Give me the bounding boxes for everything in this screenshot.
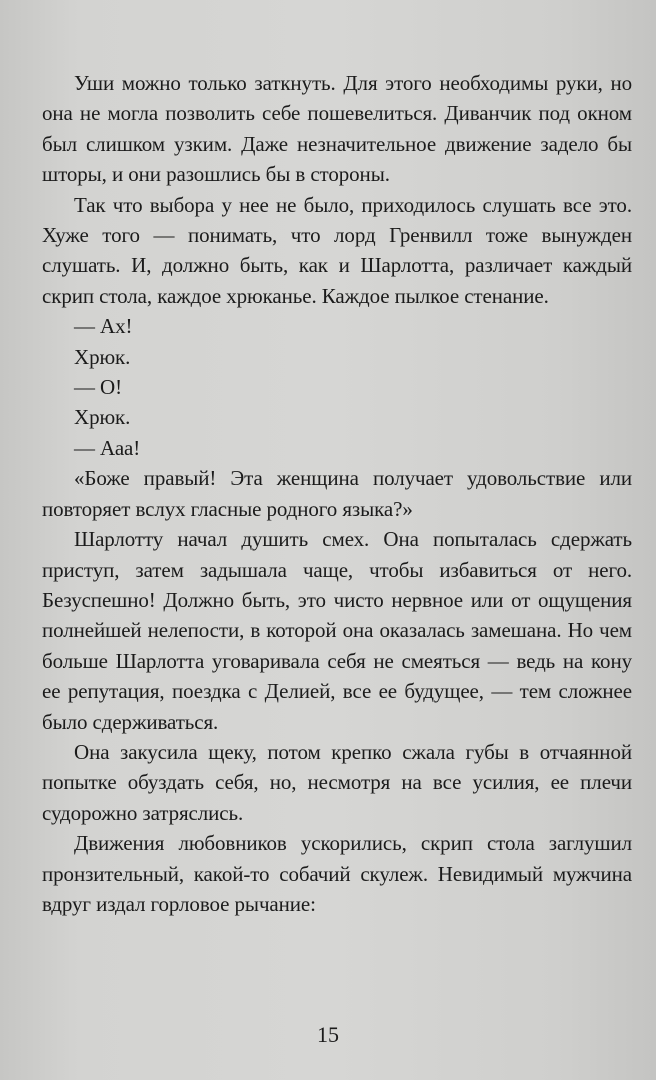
body-text — [42, 68, 632, 919]
paragraph: Так что выбора у нее не было, приходилось слушать все это. Хуже того — понимать, что лорд Гренвилл тоже вынужден слушать. И, должно быть, как и Шарлотта, различает каждый скрип стола, каждое хрюканье. Каждое пылкое стенание. — [42, 192, 632, 308]
paragraph: Движения любовников ускорились, скрип стола заглушил пронзительный, какой-то собачий скулеж. Невидимый мужчина вдруг издал горловое рычание: — [42, 831, 632, 916]
dialogue-line: Хрюк. — [74, 405, 131, 430]
dialogue-line: — Ааа! — [74, 435, 141, 460]
paragraph: «Боже правый! Эта женщина получает удовольствие или повторяет вслух гласные родного языка?» — [42, 466, 632, 521]
dialogue-line: — Ах! — [74, 314, 133, 339]
page-number: 15 — [317, 1022, 339, 1047]
dialogue-line: Хрюк. — [74, 344, 131, 369]
paragraph: Уши можно только заткнуть. Для этого необходимы руки, но она не могла позволить себе пошевелиться. Диванчик под окном был слишком узким. Даже незначительное движение задело бы шторы, и они разошлись бы в стороны. — [42, 71, 632, 187]
paragraph: Шарлотту начал душить смех. Она попыталась сдержать приступ, затем задышала чаще, чтобы избавиться от него. Безуспешно! Должно быть, это чисто нервное или от ощущения полнейшей нелепости, в которой она оказалась замешана. Но чем больше Шарлотта уговаривала себя не смеяться — ведь на кону ее репутация, поездка с Делией, все ее будущее, — тем сложнее было сдерживаться. — [42, 527, 632, 734]
paragraph: Она закусила щеку, потом крепко сжала губы в отчаянной попытке обуздать себя, но, несмотря на все усилия, ее плечи судорожно затряслись. — [42, 739, 632, 825]
dialogue-line: — О! — [74, 375, 123, 400]
